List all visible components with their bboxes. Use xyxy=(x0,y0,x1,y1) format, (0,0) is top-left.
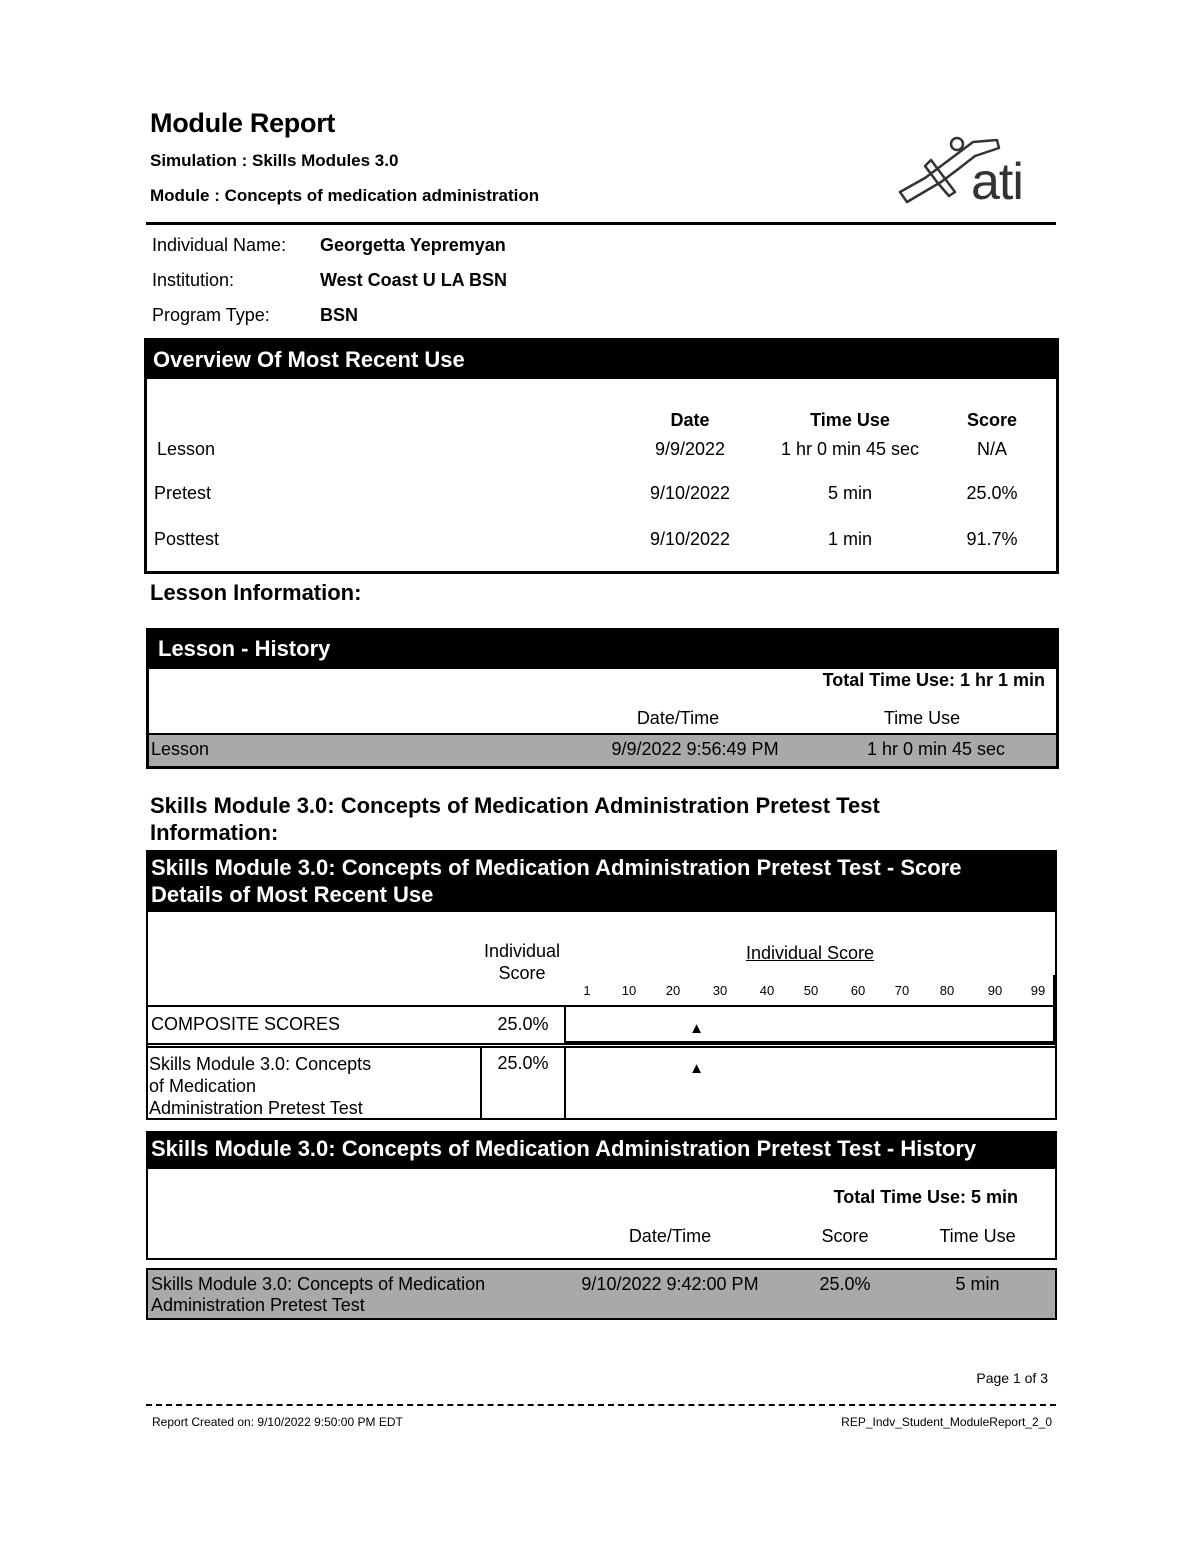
module-scale-left xyxy=(564,1046,566,1120)
pretest-history-datetime: 9/10/2022 9:42:00 PM xyxy=(581,1274,759,1294)
lesson-info-heading: Lesson Information: xyxy=(150,580,362,605)
pretest-history-label-2: Administration Pretest Test xyxy=(151,1295,365,1315)
overview-row-date: 9/9/2022 xyxy=(654,439,726,459)
pretest-total-time: Total Time Use: 5 min xyxy=(833,1187,1018,1207)
row-divider-3 xyxy=(146,1046,1057,1048)
scale-tick: 99 xyxy=(1030,983,1046,998)
pretest-col-score: Score xyxy=(821,1226,869,1246)
ati-logo xyxy=(895,130,1045,220)
pretest-history-label xyxy=(151,1274,485,1316)
pretest-history-score: 25.0% xyxy=(819,1274,871,1294)
report-created: Report Created on: 9/10/2022 9:50:00 PM EDT xyxy=(152,1415,403,1429)
module-row-label xyxy=(149,1053,371,1119)
scale-tick: 80 xyxy=(939,983,955,998)
individual-score-header-2: Score xyxy=(498,963,546,983)
overview-row-label: Lesson xyxy=(157,439,216,459)
overview-row-score: 91.7% xyxy=(966,529,1018,549)
scale-tick: 1 xyxy=(583,983,591,998)
overview-col-score: Score xyxy=(966,410,1018,430)
module-row-label-2: of Medication xyxy=(149,1076,257,1096)
pretest-history-title: Skills Module 3.0: Concepts of Medication Administration Pretest Test - History xyxy=(146,1131,1057,1169)
name-label: Individual Name: xyxy=(152,235,287,255)
overview-row-score: N/A xyxy=(976,439,1007,459)
scale-tick: 60 xyxy=(850,983,866,998)
lesson-row-label: Lesson xyxy=(151,739,210,759)
page-title: Module Report xyxy=(150,108,336,138)
composite-scale-box xyxy=(564,1007,1055,1043)
report-id: REP_Indv_Student_ModuleReport_2_0 xyxy=(841,1415,1052,1429)
lesson-total-time: Total Time Use: 1 hr 1 min xyxy=(822,670,1045,690)
program-value: BSN xyxy=(320,305,359,325)
scale-tick: 40 xyxy=(759,983,775,998)
overview-row-label: Pretest xyxy=(154,483,212,503)
pretest-history-time: 5 min xyxy=(955,1274,1000,1294)
scale-tick: 30 xyxy=(712,983,728,998)
header-rule xyxy=(146,222,1056,225)
module-row-score: 25.0% xyxy=(497,1053,549,1073)
overview-row-time: 1 hr 0 min 45 sec xyxy=(780,439,920,459)
overview-row-date: 9/10/2022 xyxy=(649,483,731,503)
score-marker: ▲ xyxy=(689,1060,704,1077)
pretest-score-bar xyxy=(146,850,1057,912)
overview-row-time: 5 min xyxy=(827,483,872,503)
scale-title: Individual Score xyxy=(745,943,875,963)
name-value: Georgetta Yepremyan xyxy=(320,235,506,255)
pretest-info-heading: Skills Module 3.0: Concepts of Medication Administration Pretest Test xyxy=(150,793,880,818)
overview-col-date: Date xyxy=(670,410,710,430)
frame-right xyxy=(1055,912,1057,1120)
composite-score: 25.0% xyxy=(497,1014,549,1034)
scale-tick: 70 xyxy=(894,983,910,998)
overview-row-time: 1 min xyxy=(827,529,872,549)
lesson-history-title: Lesson - History xyxy=(149,631,1056,669)
page-number: Page 1 of 3 xyxy=(976,1370,1048,1386)
pretest-col-time: Time Use xyxy=(939,1226,1016,1246)
overview-row-date: 9/10/2022 xyxy=(649,529,731,549)
module-row-label-3: Administration Pretest Test xyxy=(149,1098,363,1118)
footer-rule xyxy=(146,1404,1056,1406)
frame-left xyxy=(146,912,148,1120)
scale-right-tick xyxy=(1053,975,1055,1005)
score-marker: ▲ xyxy=(689,1020,704,1037)
overview-row-score: 25.0% xyxy=(966,483,1018,503)
composite-scale-left xyxy=(564,1005,566,1043)
lesson-col-datetime: Date/Time xyxy=(636,708,720,728)
pretest-score-bar-line2: Details of Most Recent Use xyxy=(151,882,434,907)
individual-score-header-1: Individual xyxy=(483,941,561,961)
row-bottom xyxy=(146,1118,1057,1120)
pretest-info-heading-2: Information: xyxy=(150,820,279,845)
program-label: Program Type: xyxy=(152,305,270,325)
pretest-score-bar-line1: Skills Module 3.0: Concepts of Medication Administration Pretest Test - Score xyxy=(151,855,962,880)
individual-score-header xyxy=(470,940,574,984)
scale-tick: 10 xyxy=(621,983,637,998)
composite-label: COMPOSITE SCORES xyxy=(151,1014,341,1034)
module-row-label-1: Skills Module 3.0: Concepts xyxy=(149,1054,372,1074)
institution-value: West Coast U LA BSN xyxy=(320,270,508,290)
ati-logo-text: ati xyxy=(971,153,1023,211)
lesson-col-time: Time Use xyxy=(883,708,961,728)
overview-col-time: Time Use xyxy=(810,410,890,430)
scale-tick: 90 xyxy=(987,983,1003,998)
lesson-row-datetime: 9/9/2022 9:56:49 PM xyxy=(611,739,779,759)
scale-tick: 20 xyxy=(665,983,681,998)
module-label: Module : Concepts of medication administration xyxy=(150,186,540,205)
lesson-row-time: 1 hr 0 min 45 sec xyxy=(866,739,1006,759)
pretest-history-label-1: Skills Module 3.0: Concepts of Medication xyxy=(151,1274,486,1294)
pretest-col-datetime: Date/Time xyxy=(628,1226,712,1246)
simulation-label: Simulation : Skills Modules 3.0 xyxy=(150,151,399,170)
overview-row-label: Posttest xyxy=(154,529,220,549)
overview-title: Overview Of Most Recent Use xyxy=(147,341,1056,379)
row-divider-2 xyxy=(146,1043,1057,1045)
scale-tick: 50 xyxy=(803,983,819,998)
institution-label: Institution: xyxy=(152,270,235,290)
